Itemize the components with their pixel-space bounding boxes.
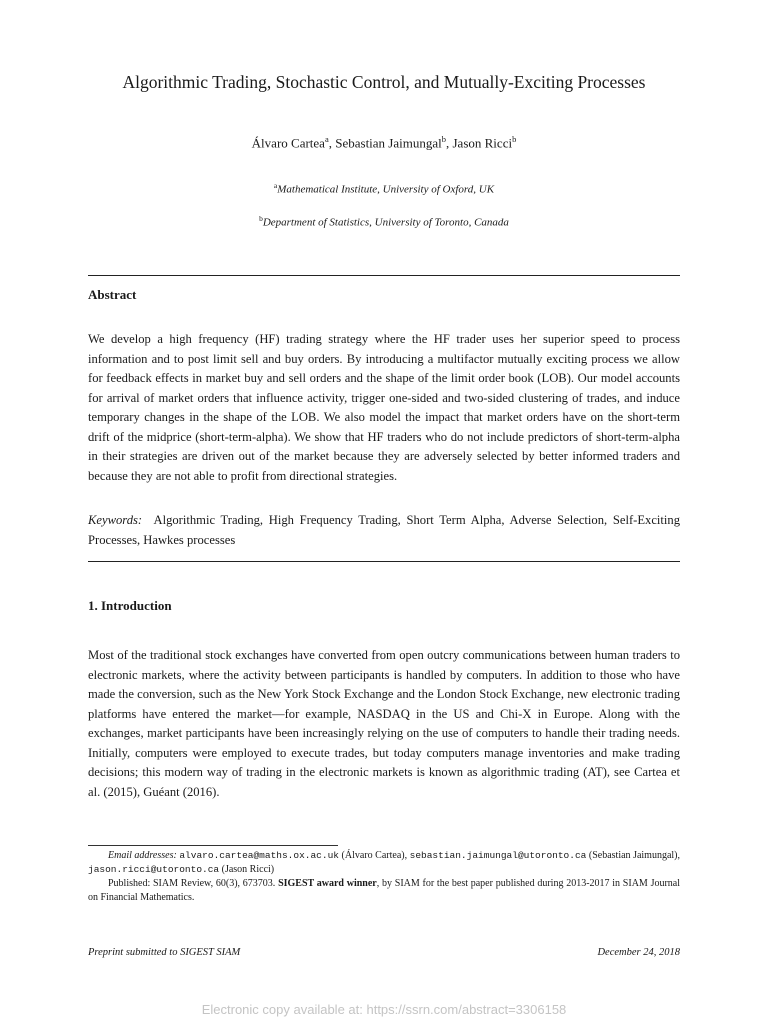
author-separator: , (446, 135, 453, 151)
author-list (0, 134, 768, 151)
published-info: Published: SIAM Review, 60(3), 673703. (108, 878, 276, 889)
email-link[interactable]: jason.ricci@utoronto.ca (88, 864, 220, 875)
abstract-text: We develop a high frequency (HF) trading strategy where the HF trader uses her superior speed to process information and to post limit sell and buy orders. By introducing a multifactor mutually exciting process we allow for feedback effects in market buy and sell orders and the shape of the limit order book (LOB). Our model accounts for arrival of market orders that influence activity, trigger one-sided and two-sided clustering of trades, and induce temporary changes in the shape of the LOB. We also model the impact that market orders have on the short-term drift of the midprice (short-term-alpha). We show that HF traders who do not include predictors of short-term-alpha in their strategies are driven out of the market because they are adversely selected by better informed traders and because they are not able to profit from directional strategies. (88, 332, 680, 483)
award-label: SIGEST award winner (278, 878, 377, 889)
abstract-bottom-rule (88, 561, 680, 562)
abstract-top-rule (88, 275, 680, 276)
published-details: , by SIAM for the best paper published during 2013-2017 in SIAM Journal on Financial Mathematics. (88, 878, 681, 903)
footer-preprint: Preprint submitted to SIGEST SIAM (88, 947, 241, 958)
email-link[interactable]: alvaro.cartea@maths.ox.ac.uk (179, 850, 339, 861)
affiliation-oxford (0, 181, 768, 196)
keywords-label: Keywords: (88, 513, 143, 527)
abstract-heading: Abstract (88, 287, 137, 302)
author-affiliation-mark: b (512, 134, 517, 144)
footnote-published (88, 877, 680, 905)
author-name: Álvaro Cartea (251, 135, 325, 151)
email-owner: (Sebastian Jaimungal), (588, 850, 681, 861)
keywords (88, 511, 680, 550)
footnote-emails (88, 849, 680, 877)
email-owner: (Jason Ricci) (221, 864, 275, 875)
author-name: Sebastian Jaimungal (335, 135, 442, 151)
introduction-heading: 1. Introduction (88, 598, 172, 613)
affiliation-mark: b (259, 214, 263, 223)
affiliation-mark: a (273, 181, 278, 190)
email-link[interactable]: sebastian.jaimungal@utoronto.ca (409, 850, 587, 861)
author-affiliation-mark: b (441, 134, 446, 144)
introduction-text: Most of the traditional stock exchanges have converted from open outcry communications between human traders to electronic markets, where the activity between participants is handled by computers. In addition to those who have made the conversion, such as the New York Stock Exchange and the London Stock Exchange, new electronic trading platforms have entered the market—for example, NASDAQ in the US and Chi-X in Europe. Along with the exchanges, market participants have been increasingly relying on the use of computers to handle their trading needs. Initially, computers were employed to execute trades, but today computers manage inventories and make trading decisions; this modern way of trading in the electronic markets is known as algorithmic trading (AT), see Cartea et al. (2015), Guéant (2016). (88, 648, 680, 799)
author-separator: , (328, 135, 336, 151)
author-affiliation-mark: a (324, 134, 329, 144)
ssrn-watermark[interactable]: Electronic copy available at: https://ssrn.com/abstract=3306158 (201, 1002, 567, 1017)
footnote-rule (88, 845, 338, 846)
email-owner: (Álvaro Cartea), (341, 850, 408, 861)
email-label: Email addresses: (108, 850, 177, 861)
keywords-list: Algorithmic Trading, High Frequency Trading, Short Term Alpha, Adverse Selection, Self-Exciting Processes, Hawkes processes (88, 513, 680, 547)
author-name: Jason Ricci (452, 135, 513, 151)
footer-date: December 24, 2018 (597, 947, 680, 958)
affiliation-toronto (0, 214, 768, 229)
paper-title: Algorithmic Trading, Stochastic Control, and Mutually-Exciting Processes (122, 72, 646, 92)
affiliation-text: Department of Statistics, University of Toronto, Canada (262, 216, 509, 229)
affiliation-text: Mathematical Institute, University of Oxford, UK (277, 183, 495, 196)
